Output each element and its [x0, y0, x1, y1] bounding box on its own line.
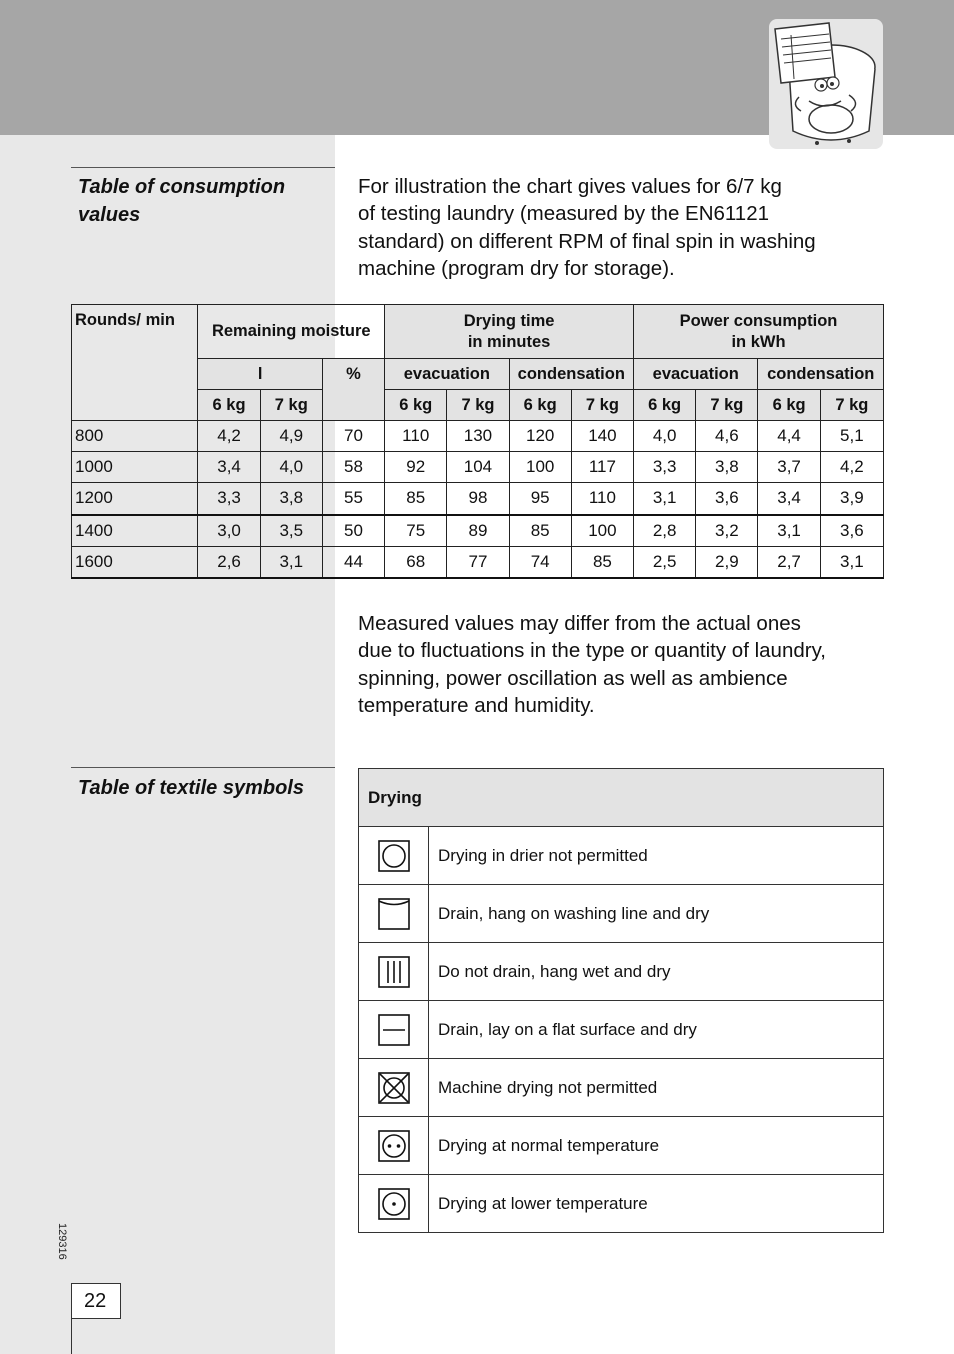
- value-cell: 140: [571, 421, 633, 452]
- symbol-label: Do not drain, hang wet and dry: [429, 943, 884, 1001]
- value-cell: 3,8: [696, 452, 758, 483]
- value-cell: 3,8: [260, 483, 322, 515]
- value-cell: 85: [385, 483, 447, 515]
- value-cell: 89: [447, 515, 509, 547]
- symbol-row: [359, 1175, 884, 1233]
- value-cell: 2,7: [758, 546, 820, 578]
- value-cell: 3,2: [696, 515, 758, 547]
- value-cell: 3,4: [758, 483, 820, 515]
- value-cell: 3,1: [758, 515, 820, 547]
- value-cell: 85: [571, 546, 633, 578]
- symbol-row: [359, 1117, 884, 1175]
- drying-header: Drying: [359, 769, 884, 827]
- value-cell: 3,3: [198, 483, 260, 515]
- value-cell: 4,2: [820, 452, 883, 483]
- section-divider: [71, 167, 335, 168]
- header-power-condensation: condensation: [758, 359, 884, 390]
- value-cell: 75: [385, 515, 447, 547]
- tumble-dry-low-icon: [378, 1188, 410, 1220]
- value-cell: 3,5: [260, 515, 322, 547]
- dryer-mascot-illustration: [769, 19, 883, 149]
- consumption-section-title: Table of consumption values: [78, 176, 286, 226]
- value-cell: 120: [509, 421, 571, 452]
- value-cell: 3,6: [696, 483, 758, 515]
- rpm-cell: 1000: [72, 452, 198, 483]
- table-row: [72, 483, 884, 515]
- value-cell: 4,9: [260, 421, 322, 452]
- rpm-cell: 800: [72, 421, 198, 452]
- value-cell: 130: [447, 421, 509, 452]
- header-power: Power consumption in kWh: [634, 305, 884, 359]
- value-cell: 3,7: [758, 452, 820, 483]
- value-cell: 5,1: [820, 421, 883, 452]
- value-cell: 3,1: [634, 483, 696, 515]
- measurement-note: Measured values may differ from the actual ones due to fluctuations in the type or quantity of laundry, spinning, power oscillation as well as ambience temperature and humidity.: [358, 612, 826, 717]
- header-6kg: 6 kg: [509, 390, 571, 421]
- dryer-mascot-icon: [769, 19, 883, 149]
- value-cell: 2,9: [696, 546, 758, 578]
- symbol-label: Drying at normal temperature: [429, 1117, 884, 1175]
- symbol-row: [359, 1059, 884, 1117]
- value-cell: 50: [322, 515, 384, 547]
- no-tumble-dry-icon: [378, 1072, 410, 1104]
- value-cell: 70: [322, 421, 384, 452]
- header-7kg: 7 kg: [260, 390, 322, 421]
- rpm-cell: 1200: [72, 483, 198, 515]
- symbol-label: Machine drying not permitted: [429, 1059, 884, 1117]
- dry-flat-icon: [378, 1014, 410, 1046]
- table-row: [72, 452, 884, 483]
- page-number: 22: [71, 1283, 121, 1319]
- value-cell: 2,5: [634, 546, 696, 578]
- table-row: [72, 515, 884, 547]
- value-cell: 85: [509, 515, 571, 547]
- value-cell: 68: [385, 546, 447, 578]
- value-cell: 3,6: [820, 515, 883, 547]
- table-row: [72, 546, 884, 578]
- rpm-cell: 1400: [72, 515, 198, 547]
- header-litres: l: [198, 359, 322, 390]
- tumble-dry-normal-icon: [378, 1130, 410, 1162]
- symbol-row: [359, 885, 884, 943]
- value-cell: 55: [322, 483, 384, 515]
- document-code: 129316: [56, 1223, 68, 1260]
- value-cell: 98: [447, 483, 509, 515]
- drip-dry-icon: [378, 956, 410, 988]
- header-percent: %: [322, 359, 384, 421]
- symbol-row: [359, 943, 884, 1001]
- header-6kg: 6 kg: [198, 390, 260, 421]
- header-drying-time: Drying time in minutes: [385, 305, 634, 359]
- circle-in-square-icon: [378, 840, 410, 872]
- value-cell: 77: [447, 546, 509, 578]
- header-7kg: 7 kg: [820, 390, 883, 421]
- symbol-label: Drying at lower temperature: [429, 1175, 884, 1233]
- value-cell: 4,4: [758, 421, 820, 452]
- header-6kg: 6 kg: [758, 390, 820, 421]
- symbol-label: Drain, hang on washing line and dry: [429, 885, 884, 943]
- header-power-evacuation: evacuation: [634, 359, 758, 390]
- value-cell: 3,0: [198, 515, 260, 547]
- value-cell: 104: [447, 452, 509, 483]
- value-cell: 2,6: [198, 546, 260, 578]
- value-cell: 4,0: [260, 452, 322, 483]
- value-cell: 44: [322, 546, 384, 578]
- header-drying-condensation: condensation: [509, 359, 633, 390]
- value-cell: 4,6: [696, 421, 758, 452]
- value-cell: 3,3: [634, 452, 696, 483]
- symbol-label: Drain, lay on a flat surface and dry: [429, 1001, 884, 1059]
- value-cell: 110: [385, 421, 447, 452]
- value-cell: 100: [571, 515, 633, 547]
- header-7kg: 7 kg: [571, 390, 633, 421]
- value-cell: 2,8: [634, 515, 696, 547]
- consumption-table: [71, 304, 884, 579]
- value-cell: 110: [571, 483, 633, 515]
- value-cell: 3,1: [260, 546, 322, 578]
- value-cell: 95: [509, 483, 571, 515]
- value-cell: 58: [322, 452, 384, 483]
- header-7kg: 7 kg: [696, 390, 758, 421]
- consumption-intro: For illustration the chart gives values for 6/7 kg of testing laundry (measured by the EN61121 standard) on different RPM of final spin in washing machine (program dry for storage).: [358, 175, 816, 280]
- value-cell: 4,0: [634, 421, 696, 452]
- symbol-row: [359, 827, 884, 885]
- textile-symbols-table: [358, 768, 884, 1233]
- value-cell: 3,9: [820, 483, 883, 515]
- rpm-cell: 1600: [72, 546, 198, 578]
- header-6kg: 6 kg: [385, 390, 447, 421]
- header-rounds: Rounds/ min: [72, 305, 198, 421]
- value-cell: 3,1: [820, 546, 883, 578]
- hang-line-icon: [378, 898, 410, 930]
- symbol-row: [359, 1001, 884, 1059]
- header-drying-evacuation: evacuation: [385, 359, 509, 390]
- section-divider: [71, 767, 335, 768]
- value-cell: 4,2: [198, 421, 260, 452]
- table-row: [72, 421, 884, 452]
- page-number-rule: [71, 1319, 72, 1354]
- value-cell: 117: [571, 452, 633, 483]
- textile-section-title: Table of textile symbols: [78, 777, 304, 799]
- value-cell: 100: [509, 452, 571, 483]
- value-cell: 92: [385, 452, 447, 483]
- value-cell: 3,4: [198, 452, 260, 483]
- header-moisture: Remaining moisture: [198, 305, 385, 359]
- value-cell: 74: [509, 546, 571, 578]
- symbol-label: Drying in drier not permitted: [429, 827, 884, 885]
- header-7kg: 7 kg: [447, 390, 509, 421]
- header-6kg: 6 kg: [634, 390, 696, 421]
